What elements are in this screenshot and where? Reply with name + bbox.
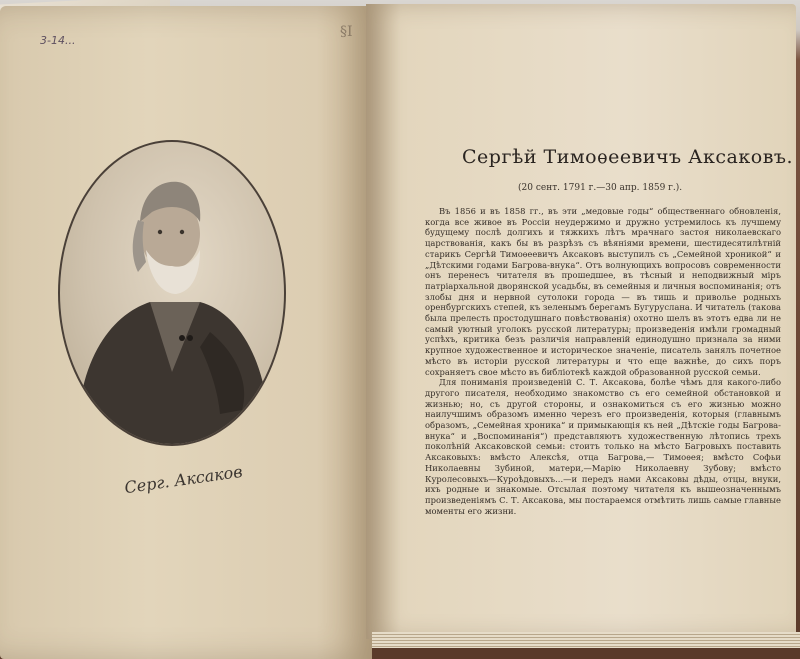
page-title: Сергѣй Тимоѳеевичъ Аксаковъ.: [462, 146, 794, 168]
life-dates: (20 сент. 1791 г.—30 апр. 1859 г.).: [518, 183, 683, 193]
paragraph: Въ 1856 и въ 1858 гг., въ эти „медовые годы“ общественнаго обновленія, когда все живое въ Россіи неудержимо и дружно устремилось къ лучшему будущему послѣ долгихъ и тяжкихъ лѣтъ мрачнаго застоя николаевскаго царствованія, какъ бы въ разрѣзъ съ вѣяніями времени, шестидесятилѣтній старикъ Сергѣй Тимоѳеевичъ Аксаковъ выступилъ съ „Семейной хроникой“ и „Дѣтскими годами Багрова-внука“. Отъ волнующихъ вопросовъ современности онъ перенесъ читателя въ прошедшее, въ тѣсный и неподвижный міръ патріархальной дворянской усадьбы, въ семейныя и личныя воспоминанія; отъ злобы дня и нервной сутолоки города — въ тишь и приволье родныхъ оренбургскихъ степей, къ зеленымъ берегамъ Бугуруслана. И читатель (такова была прелесть простодушнаго повѣствованія) охотно шелъ въ этотъ едва ли не самый уютный уголокъ русской литературы; произведенія имѣли громадный успѣхъ, критика безъ различія направленій единодушно признала за ними крупное художественное и историческое значеніе, писатель занялъ почетное мѣсто въ исторіи русской литературы и что еще важнѣе, до сихъ поръ сохраняетъ свое мѣсто въ библіотекѣ каждой образованной русской семьи.: [425, 206, 781, 377]
page-edges: [372, 632, 800, 648]
portrait-figure: [60, 142, 284, 444]
shelf-mark: 3-14...: [40, 34, 76, 47]
signature: Серг. Аксаков: [123, 461, 244, 498]
paragraph: Для пониманія произведеній С. Т. Аксакова, болѣе чѣмъ для какого-либо другого писателя, необходимо знакомство съ его семейной обстановкой и жизнью; но, съ другой стороны, и ознакомиться съ его жизнью можно наилучшимъ образомъ именно черезъ его произведенія, которыя (главнымъ образомъ, „Семейная хроника“ и примыкающія къ ней „Дѣтскіе годы Багрова-внука“ и „Воспоминанія“) представляютъ художественную лѣтопись трехъ поколѣній Аксаковской семьи: стоитъ только на мѣсто Багровыхъ поставить Аксаковыхъ: вмѣсто Алексѣя, отца Багрова,— Тимоѳея; вмѣсто Софьи Николаевны Зубиной, матери,—Марію Николаевну Зубову; вмѣсто Куролесовыхъ—Куроѣдовыхъ...—и передъ нами Аксаковы дѣды, отцы, внуки, ихъ родные и знакомые. Отсылая поэтому читателя къ вышеозначеннымъ произведеніямъ С. Т. Аксакова, мы постараемся отмѣтить лишь самые главные моменты его жизни.: [425, 377, 781, 516]
spine-mark: §I: [340, 24, 353, 40]
portrait-oval: [58, 140, 286, 446]
body-text: [425, 206, 781, 516]
